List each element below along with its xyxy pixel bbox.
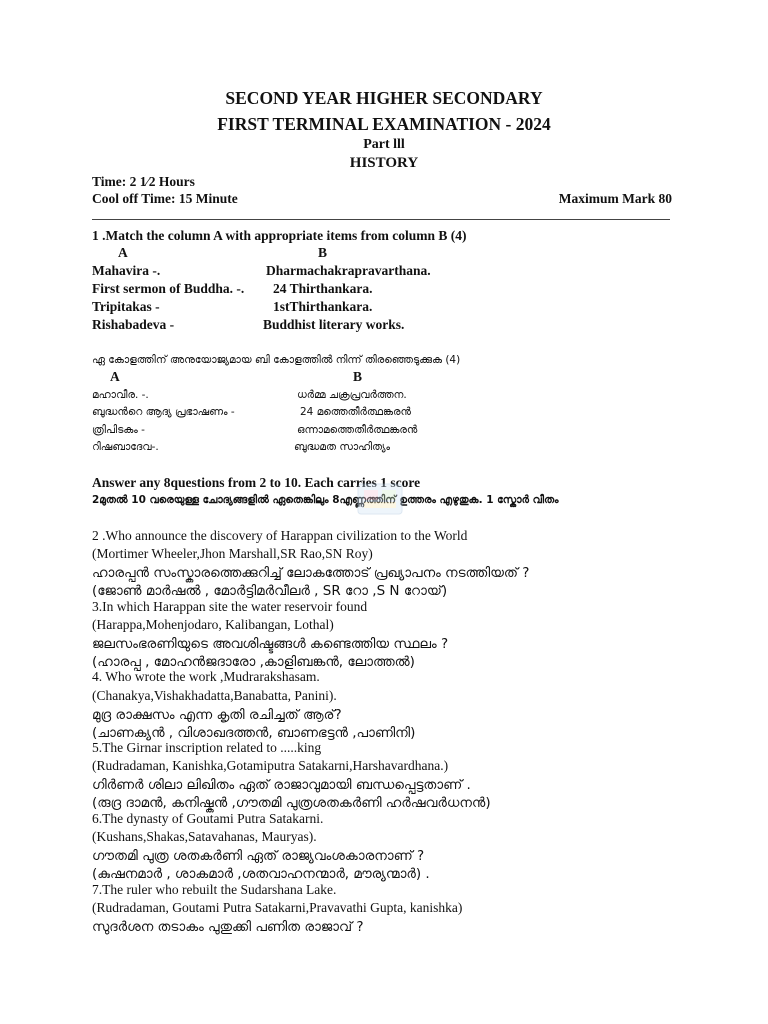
question-options-ml: (ജോൺ മാർഷൽ , മോർട്ടിമർവീലർ , SR റോ ,S N റോയ്) (92, 583, 448, 599)
match-b-item: Buddhist literary works. (263, 317, 405, 332)
question-options-ml: (കുഷനമാർ , ശാകമാർ ,ശതവാഹനന്മാർ, മൗര്യന്മാർ) . (92, 866, 430, 882)
match-b-item-ml: ഒന്നാമത്തെതീർത്ഥങ്കരൻ (297, 424, 418, 436)
match-b-item: Dharmachakrapravarthana. (266, 263, 431, 278)
time-label: Time: 2 1⁄2 Hours (92, 174, 195, 189)
question-options: (Mortimer Wheeler,Jhon Marshall,SR Rao,SN Roy) (92, 546, 373, 561)
question-text: 3.In which Harappan site the water reservoir found (92, 599, 368, 614)
instruction-ml: 2മുതൽ 10 വരെയുള്ള ചോദ്യങ്ങളിൽ ഏതെങ്കിലും 8എണ്ണത്തിന് ഉത്തരം എഴുതുക. 1 സ്കോർ വീതം (92, 494, 559, 506)
question-text-ml: മുദ്ര രാക്ഷസം എന്ന കൃതി രചിച്ചത് ആര്? (92, 707, 342, 723)
instruction-en: Answer any 8questions from 2 to 10. Each carries 1 score (92, 475, 421, 490)
column-a-heading: A (118, 245, 128, 260)
question-text: 2 .Who announce the discovery of Harappan civilization to the World (92, 528, 468, 543)
exam-level-heading: SECOND YEAR HIGHER SECONDARY (225, 88, 543, 108)
question-text: 5.The Girnar inscription related to .....king (92, 740, 322, 755)
question-options-ml: (രുദ്ര ദാമൻ, കനിഷ്കൻ ,ഗൗതമി പുത്രശതകർണി ഹർഷവർധനൻ) (92, 795, 491, 811)
column-b-heading: B (318, 245, 328, 260)
match-a-item-ml: ത്രിപിടകം - (92, 424, 145, 436)
column-a-heading-ml: A (110, 369, 120, 384)
part-label: Part lll (363, 137, 405, 152)
question-options-ml: (ഹാരപ്പ , മോഹൻജദാരോ ,കാളിബങ്കൻ, ലോത്തൽ) (92, 654, 415, 670)
subject-heading: HISTORY (349, 155, 419, 171)
question-text: 4. Who wrote the work ,Mudrarakshasam. (92, 669, 320, 684)
match-a-item: First sermon of Buddha. -. (92, 281, 245, 296)
match-b-item-ml: 24 മത്തെതീർത്ഥങ്കരൻ (300, 406, 411, 418)
q1-title-ml: ഏ കോളത്തിന് അനുയോജ്യമായ ബി കോളത്തിൽ നിന്ന് തിരഞ്ഞെടുക്കുക (4) (92, 354, 461, 366)
question-text-ml: ജലസംഭരണിയുടെ അവശിഷ്ടങ്ങൾ കണ്ടെത്തിയ സ്ഥലം ? (92, 636, 449, 652)
question-options-ml: (ചാണക്യൻ , വിശാഖദത്തൻ, ബാണഭട്ടൻ ,പാണിനി) (92, 725, 416, 741)
max-mark-label: Maximum Mark 80 (558, 191, 672, 206)
question-text-ml: സുദർശന തടാകം പുതുക്കി പണിത രാജാവ് ? (92, 919, 364, 935)
match-a-item: Mahavira -. (92, 263, 161, 278)
match-b-item-ml: ധർമ്മ ചക്രപ്രവർത്തന. (297, 389, 407, 401)
q1-title: 1 .Match the column A with appropriate items from column B (4) (92, 228, 467, 243)
match-b-item: 1stThirthankara. (273, 299, 373, 314)
question-options: (Chanakya,Vishakhadatta,Banabatta, Panini). (92, 688, 337, 703)
question-options: (Rudradaman, Goutami Putra Satakarni,Pravavathi Gupta, kanishka) (92, 900, 463, 915)
question-text-ml: ഗൗതമി പുത്ര ശതകർണി ഏത് രാജ്യവംശകാരനാണ് ? (92, 848, 425, 864)
question-options: (Harappa,Mohenjodaro, Kalibangan, Lothal) (92, 617, 334, 632)
exam-name-heading: FIRST TERMINAL EXAMINATION - 2024 (217, 114, 551, 134)
question-text-ml: ഹാരപ്പൻ സംസ്കാരത്തെക്കുറിച്ച് ലോകത്തോട് പ്രഖ്യാപനം നടത്തിയത് ? (92, 565, 530, 581)
column-b-heading-ml: B (353, 369, 363, 384)
header-divider (92, 219, 670, 220)
question-text: 6.The dynasty of Goutami Putra Satakarni. (92, 811, 324, 826)
match-b-item-ml: ബുദ്ധമത സാഹിത്യം (294, 441, 390, 453)
watermark-logo-icon (352, 478, 408, 522)
question-text: 7.The ruler who rebuilt the Sudarshana Lake. (92, 882, 337, 897)
question-text-ml: ഗിർണർ ശിലാ ലിഖിതം ഏത് രാജാവുമായി ബന്ധപ്പെട്ടതാണ് . (92, 777, 471, 793)
match-a-item-ml: റിഷബാദേവ-. (92, 441, 159, 453)
match-a-item: Rishabadeva - (92, 317, 175, 332)
question-options: (Rudradaman, Kanishka,Gotamiputra Satakarni,Harshavardhana.) (92, 758, 449, 773)
question-options: (Kushans,Shakas,Satavahanas, Mauryas). (92, 829, 317, 844)
match-a-item: Tripitakas - (92, 299, 160, 314)
match-a-item-ml: ബുദ്ധൻറെ ആദ്യ പ്രഭാഷണം - (92, 406, 235, 418)
cool-off-label: Cool off Time: 15 Minute (92, 191, 238, 206)
match-a-item-ml: മഹാവീര. -. (92, 389, 149, 401)
match-b-item: 24 Thirthankara. (273, 281, 373, 296)
